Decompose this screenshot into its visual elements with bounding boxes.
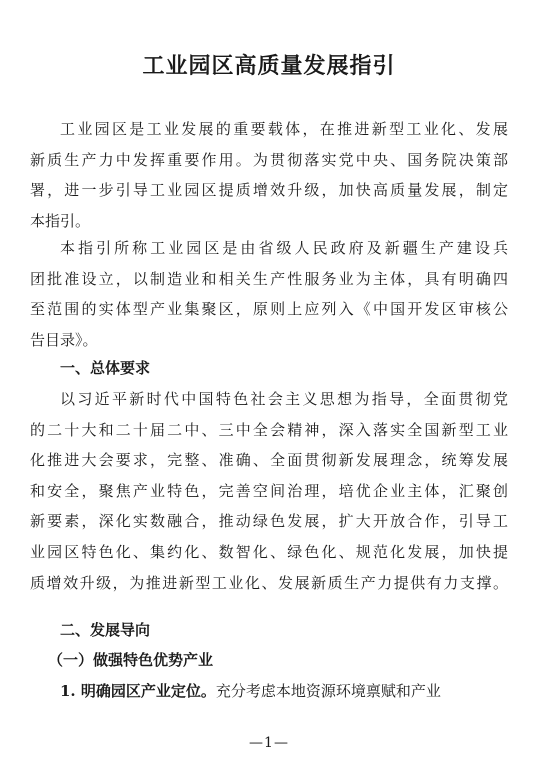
paragraph-line: 工业园区是工业发展的重要载体，在推进新型工业化、发展 bbox=[60, 120, 508, 138]
page-number: —1— bbox=[249, 735, 289, 751]
subsection-heading: （一）做强特色优势产业 bbox=[48, 651, 214, 669]
paragraph-line: 本指引所称工业园区是由省级人民政府及新疆生产建设兵 bbox=[60, 239, 508, 257]
paragraph-line: 新质生产力中发挥重要作用。为贯彻落实党中央、国务院决策部 bbox=[30, 150, 508, 169]
paragraph-line: 以习近平新时代中国特色社会主义思想为指导，全面贯彻党 bbox=[60, 390, 508, 408]
paragraph-scope bbox=[30, 233, 508, 355]
section-heading-orientation: 二、发展导向 bbox=[60, 621, 151, 639]
paragraph-guiding bbox=[30, 384, 508, 598]
paragraph-line: 新要素，深化实数融合，推动绿色发展，扩大开放合作，引导工 bbox=[30, 512, 508, 531]
paragraph-line: 的二十大和二十届二中、三中全会精神，深入落实全国新型工业 bbox=[30, 420, 508, 439]
section-heading-general: 一、总体要求 bbox=[60, 359, 151, 377]
paragraph-line: 本指引。 bbox=[30, 211, 91, 230]
paragraph-line: 团批准设立，以制造业和相关生产性服务业为主体，具有明确四 bbox=[30, 269, 508, 288]
paragraph-line: 和安全，聚焦产业特色，完善空间治理，培优企业主体，汇聚创 bbox=[30, 481, 508, 500]
paragraph-line: 至范围的实体型产业集聚区，原则上应列入《中国开发区审核公 bbox=[30, 300, 508, 319]
item-label: 1. 明确园区产业定位。 bbox=[60, 682, 216, 700]
item-text: 充分考虑本地资源环境禀赋和产业 bbox=[215, 682, 441, 700]
paragraph-line: 化推进大会要求，完整、准确、全面贯彻新发展理念，统筹发展 bbox=[30, 451, 508, 470]
paragraph-line: 质增效升级，为推进新型工业化、发展新质生产力提供有力支撑。 bbox=[30, 573, 508, 592]
document-title: 工业园区高质量发展指引 bbox=[142, 53, 396, 79]
paragraph-line: 业园区特色化、集约化、数智化、绿色化、规范化发展，加快提 bbox=[30, 542, 508, 561]
list-item bbox=[60, 676, 441, 706]
paragraph-line: 署，进一步引导工业园区提质增效升级，加快高质量发展，制定 bbox=[30, 181, 508, 200]
paragraph-line: 告目录》。 bbox=[30, 330, 98, 349]
paragraph-intro bbox=[30, 114, 508, 236]
